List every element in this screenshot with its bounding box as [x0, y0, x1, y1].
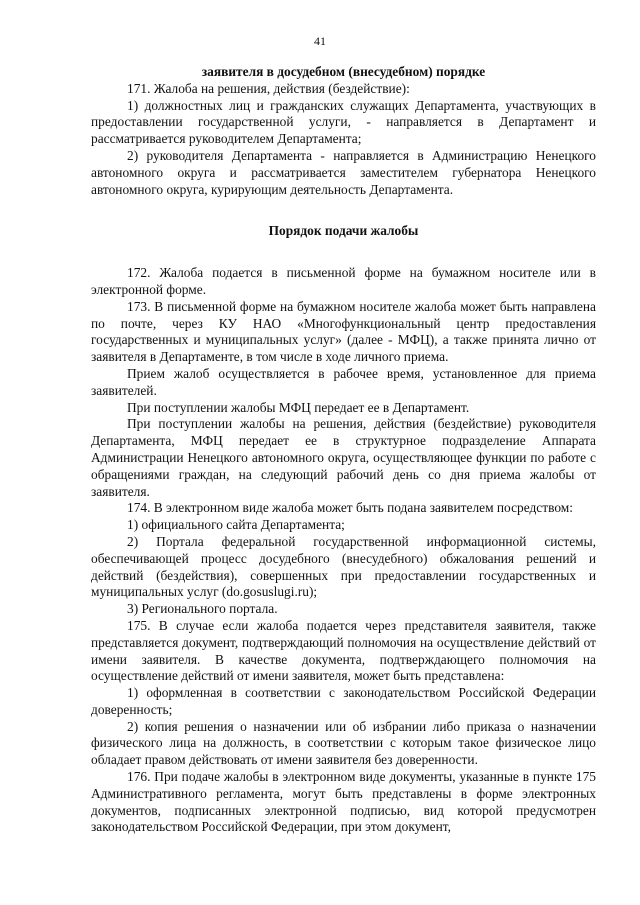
- paragraph: Прием жалоб осуществляется в рабочее время, установленное для приема заявителей.: [91, 365, 596, 398]
- document-body: [91, 64, 596, 836]
- paragraph: 173. В письменной форме на бумажном носителе жалоба может быть направлена по почте, через КУ НАО «Многофункциональный центр предоставления государственных и муниципальных услуг» (далее - МФЦ), а также принята лично от заявителя в Департаменте, в том числе в ходе личного приема.: [91, 298, 596, 365]
- paragraph: 172. Жалоба подается в письменной форме на бумажном носителе или в электронной форме.: [91, 265, 596, 297]
- paragraph: 176. При подаче жалобы в электронном виде документы, указанные в пункте 175 Административного регламента, могут быть представлены в форме электронных документов, подписанных электронной подписью, вид которой предусмотрен законодательством Российской Федерации, при этом документ,: [91, 769, 596, 835]
- paragraph: 3) Регионального портала.: [127, 601, 278, 617]
- paragraph: При поступлении жалобы на решения, действия (бездействие) руководителя Департамента, МФЦ передает ее в структурное подразделение Аппарата Администрации Ненецкого автономного округа, осуществляющее функции по работе с обращениями граждан, на следующий рабочий день со дня приема жалобы от заявителя.: [91, 416, 596, 499]
- heading-continuation: заявителя в досудебном (внесудебном) порядке: [201, 64, 486, 79]
- paragraph: При поступлении жалобы МФЦ передает ее в Департамент.: [127, 399, 470, 415]
- paragraph: 1) должностных лиц и гражданских служащих Департамента, участвующих в предоставлении государственной услуги, - направляется в Департамент и рассматривается руководителем Департамента;: [91, 97, 596, 147]
- section-title: Порядок подачи жалобы: [268, 223, 419, 239]
- page-number: 41: [314, 34, 326, 48]
- paragraph: 171. Жалоба на решения, действия (бездействие):: [127, 80, 410, 96]
- paragraph: 174. В электронном виде жалоба может быть подана заявителем посредством:: [127, 500, 573, 516]
- paragraph: 1) оформленная в соответствии с законодательством Российской Федерации доверенность;: [91, 685, 596, 717]
- paragraph: 2) Портала федеральной государственной информационной системы, обеспечивающей процесс досудебного (внесудебного) обжалования решений и действий (бездействия), совершенных при предоставлении государственных и муниципальных услуг (do.gosuslugi.ru);: [91, 533, 596, 600]
- paragraph: 2) копия решения о назначении или об избрании либо приказа о назначении физического лица на должность, в соответствии с которым такое физическое лицо обладает правом действовать от имени заявителя без доверенности.: [91, 718, 596, 768]
- paragraph: 2) руководителя Департамента - направляется в Администрацию Ненецкого автономного округа и рассматривается заместителем губернатора Ненецкого автономного округа, курирующим деятельность Департамента.: [91, 147, 596, 197]
- paragraph: 1) официального сайта Департамента;: [127, 517, 345, 533]
- paragraph: 175. В случае если жалоба подается через представителя заявителя, также представляется документ, подтверждающий полномочия на осуществление действий от имени заявителя. В качестве документа, подтверждающего полномочия на осуществление действий от имени заявителя, может быть представлена:: [91, 617, 596, 684]
